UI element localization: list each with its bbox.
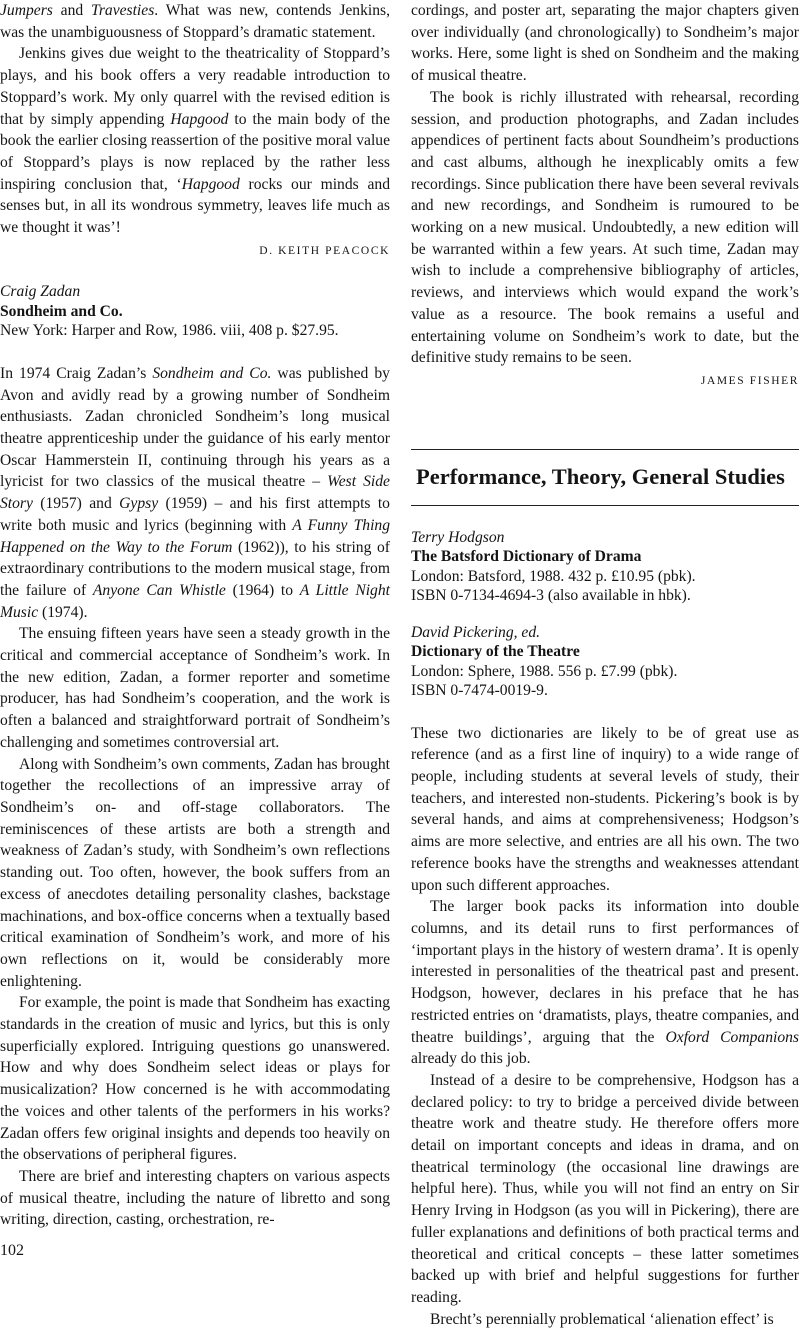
zadan-review-continued — [411, 0, 799, 393]
reviewer-signature: D. KEITH PEACOCK — [259, 244, 390, 257]
reviewer-signature: JAMES FISHER — [700, 374, 799, 387]
book-publication: London: Sphere, 1988. 556 p. £7.99 (pbk). — [411, 662, 678, 680]
zadan-book-header — [0, 282, 390, 341]
italic-title: Jumpers — [0, 2, 53, 19]
italic-title: Sondheim and Co. — [152, 364, 272, 382]
book-title: Sondheim and Co. — [0, 302, 123, 320]
section-heading: Performance, Theory, General Studies — [416, 463, 785, 489]
text-run: (1957) and — [32, 495, 120, 513]
text-run: The ensuing fifteen years have seen a steady growth in the critical and commercial acceptance of Sondheim’s work. In the new edition, Zadan, a former reporter and sometime producer, has had Sondheim’s cooperation, and the work is often a balanced and straightforward portrait of Sondheim’s challenging and sometimes controversial art. — [0, 625, 390, 751]
italic-title: West Side Story — [0, 473, 390, 513]
text-run: There are brief and interesting chapters on various aspects of musical theatre, including the nature of libretto and song writing, direction, casting, orchestration, re- — [0, 1167, 390, 1229]
page-number: 102 — [0, 1242, 24, 1259]
body-paragraph — [0, 0, 390, 43]
peacock-review-continued — [0, 0, 390, 262]
text-run: cordings, and poster art, separating the major chapters given over individually (and chronologically) to Sondheim’s major works. Here, some light is shed on Sondheim and the making of musical theatre. — [411, 2, 799, 85]
body-paragraph — [411, 1309, 799, 1330]
text-run: For example, the point is made that Sondheim has exacting standards in the creation of music and lyrics, but this is only superficially explored. Intriguing questions go unanswered. How and why does Sondheim select ideas or plays for musicalization? How concerned is he with accommodating the voices and other talents of the performers in his works? Zadan offers few original insights and depends too heavily on the observations of peripheral figures. — [0, 994, 390, 1164]
right-column — [411, 0, 799, 1330]
book-publication: London: Batsford, 1988. 432 p. £10.95 (pbk). — [411, 567, 696, 585]
text-run: Instead of a desire to be comprehensive, Hodgson has a declared policy: to try to bridge a perceived divide between theatre work and theatre study. He therefore offers more detail on important concepts and ideas in drama, and on theatrical terminology (the occasional line drawings are helpful here). Thus, while you will not find an entry on Sir Henry Irving in Hodgson (as you will in Pickering), there are fuller explanations and definitions of both practical terms and theoretical and critical concepts – these latter sometimes backed up with brief and helpful suggestions for further reading. — [411, 1071, 799, 1306]
text-run: (1959) – and his first attempts to write both music and lyrics (beginning with — [0, 495, 390, 534]
left-column — [0, 0, 390, 1231]
zadan-review-body — [0, 363, 390, 1231]
book-isbn: ISBN 0-7134-4694-3 (also available in hbk). — [411, 587, 691, 605]
body-paragraph — [0, 1166, 390, 1231]
book-title: The Batsford Dictionary of Drama — [411, 548, 642, 566]
italic-title: A Funny Thing Happened on the Way to the Forum — [0, 516, 390, 556]
italic-title: Gypsy — [119, 495, 159, 513]
text-run: Brecht’s perennially problematical ‘alienation effect’ is — [430, 1310, 774, 1328]
italic-title: Hapgood — [170, 110, 229, 128]
italic-title: Travesties — [91, 2, 155, 19]
text-run: (1962)), to his string of extraordinary contributions to the modern musical stage, from the failure of — [0, 538, 390, 599]
body-paragraph — [0, 363, 390, 623]
book-author: Craig Zadan — [0, 283, 81, 301]
body-paragraph — [411, 896, 799, 1070]
text-run: rocks our minds and senses but, in all its wondrous symmetry, leaves life much as we thought it was’! — [0, 175, 390, 237]
text-run: Along with Sondheim’s own comments, Zadan has brought together the recollections of an impressive array of Sondheim’s on- and off-stage collaborators. The reminiscences of these artists are both a strength and weakness of Zadan’s study, with Sondheim’s own reflections standing out. Too often, however, the book suffers from an excess of anecdotes detailing personality clashes, backstage machinations, and box-office concerns when a textually based critical examination of Sondheim’s work, and more of his own reflections on it, would be considerably more enlightening. — [0, 755, 390, 990]
body-paragraph — [411, 1070, 799, 1309]
text-run: and — [52, 2, 92, 19]
body-paragraph — [0, 992, 390, 1166]
text-run: to the main body of the book the earlier closing reassertion of the positive moral value of Stoppard’s plays is now replaced by the rather less inspiring conclusion that, ‘ — [0, 110, 391, 193]
italic-title: Hapgood — [181, 175, 240, 193]
italic-title: Anyone Can Whistle — [92, 581, 226, 599]
text-run: In 1974 Craig Zadan’s — [0, 364, 153, 382]
text-run: (1974). — [38, 603, 88, 621]
body-paragraph — [0, 754, 390, 993]
book-author: Terry Hodgson — [411, 528, 505, 546]
text-run: Jenkins gives due weight to the theatricality of Stoppard’s plays, and his book offers a very readable introduction to Stoppard’s work. My only quarrel with the revised edition is that by simply appending — [0, 45, 390, 128]
body-paragraph — [0, 623, 390, 753]
text-run: (1964) to — [225, 581, 300, 599]
body-paragraph — [411, 87, 799, 369]
italic-title: A Little Night Music — [0, 581, 390, 621]
body-paragraph — [411, 723, 799, 897]
text-run: The larger book packs its information into double columns, and its detail runs to first performances of ‘important plays in the history of western drama’. It is openly interested in personalities of the theatrical past and present. Hodgson, however, declares in his preface that he has restricted entries on ‘dramatists, plays, theatre companies, and theatre buildings’, arguing that the — [411, 898, 799, 1046]
body-paragraph — [0, 43, 390, 238]
hodgson-book-header — [411, 528, 799, 606]
text-run: The book is richly illustrated with rehearsal, recording session, and production photographs, and Zadan includes appendices of pertinent facts about Soundheim’s productions and cast albums, although he inexplicably omits a few recordings. Since publication there have been several revivals and new recordings, and Sondheim is rumoured to be working on a new musical. Undoubtedly, a new edition will be warranted within a few years. At such time, Zadan may wish to include a comprehensive bibliography of articles, reviews, and interviews which would expand the work’s value as a resource. The book remains a useful and entertaining volume on Sondheim’s work to date, but the definitive study remains to be seen. — [411, 88, 799, 367]
book-title: Dictionary of the Theatre — [411, 643, 580, 661]
book-isbn: ISBN 0-7474-0019-9. — [411, 682, 548, 700]
book-author: David Pickering, ed. — [411, 623, 541, 641]
book-publication: New York: Harper and Row, 1986. viii, 408 p. $27.95. — [0, 322, 339, 340]
dictionaries-review-body — [411, 723, 799, 1330]
text-run: already do this job. — [411, 1050, 531, 1068]
text-run: These two dictionaries are likely to be of great use as reference (and as a first line of inquiry) to a wide range of people, including students at several levels of study, their teachers, and interested non-students. Pickering’s book is by several hands, and aims at comprehensiveness; Hodgson’s aims are more selective, and entries are all his own. The two reference books have the strengths and weaknesses attendant upon such different approaches. — [411, 724, 799, 894]
pickering-book-header — [411, 623, 799, 701]
text-run: . What was new, contends Jenkins, was the unambiguousness of Stoppard’s dramatic statement. — [0, 2, 391, 41]
italic-title: Oxford Companions — [665, 1028, 799, 1046]
body-paragraph — [411, 0, 799, 87]
text-run: was published by Avon and avidly read by a growing number of Sondheim enthusiasts. Zadan chronicled Sondheim’s long musical theatre apprenticeship under the guidance of his early mentor Oscar Hammerstein II, continuing through his years as a lyricist for two classics of the musical theatre – — [0, 364, 390, 491]
